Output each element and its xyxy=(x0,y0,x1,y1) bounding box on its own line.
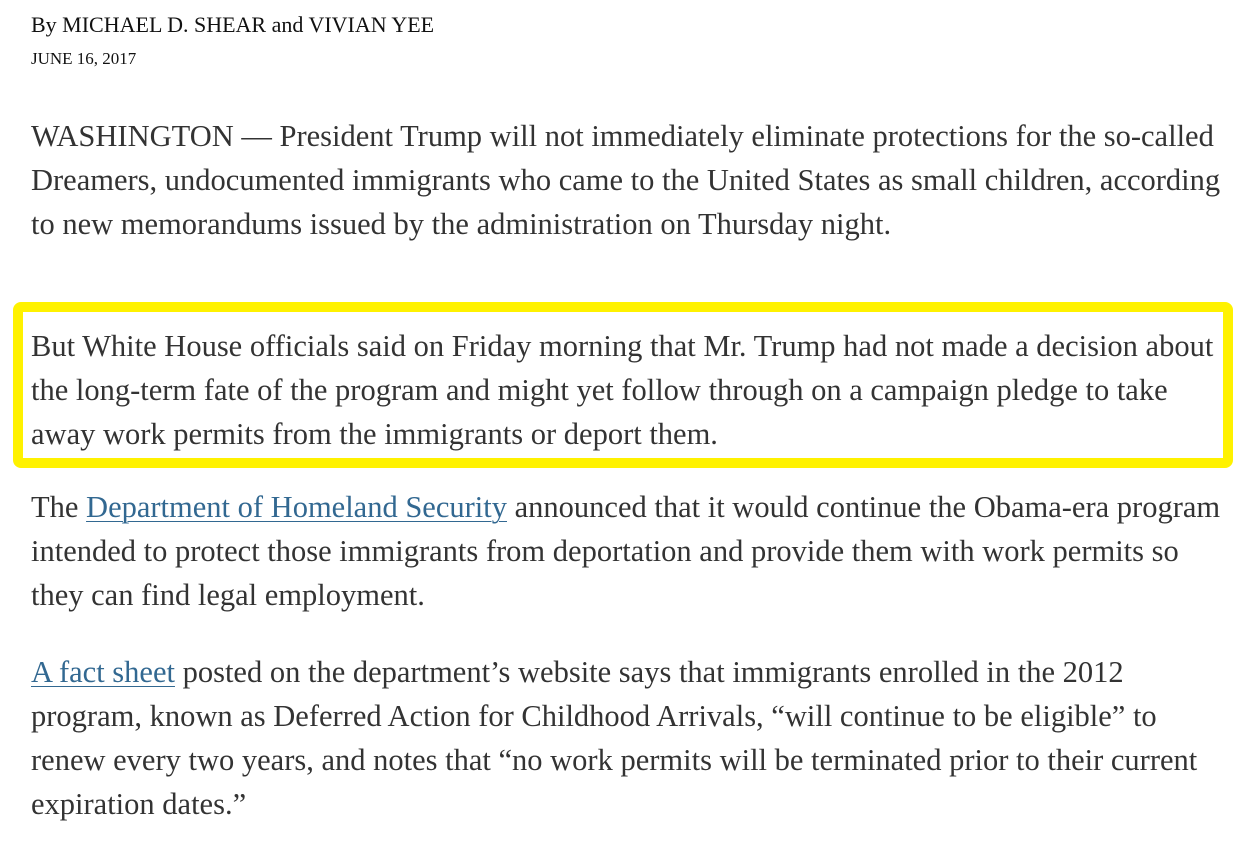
paragraph-3-lead: The xyxy=(31,490,87,524)
paragraph-4-rest: posted on the department’s website says that immigrants enrolled in the 2012 program, known as Deferred Action for Childhood Arrivals, “will continue to be eligible” to renew every two years, and notes that “no work permits will be terminated prior to their current expiration dates.” xyxy=(31,655,1198,821)
paragraph-3 xyxy=(31,485,1221,617)
fact-sheet-link[interactable]: A fact sheet xyxy=(31,655,175,689)
paragraph-1: WASHINGTON — President Trump will not immediately eliminate protections for the so-called Dreamers, undocumented immigrants who came to the United States as small children, according to new memorandums issued by the administration on Thursday night. xyxy=(31,119,1221,241)
publish-date: JUNE 16, 2017 xyxy=(31,49,137,68)
dhs-link[interactable]: Department of Homeland Security xyxy=(86,490,507,524)
paragraph-4 xyxy=(31,650,1221,826)
byline: By MICHAEL D. SHEAR and VIVIAN YEE xyxy=(31,12,435,37)
paragraph-3-rest: announced that it would continue the Obama-era program intended to protect those immigrants from deportation and provide them with work permits so they can find legal employment. xyxy=(31,490,1221,612)
paragraph-2: But White House officials said on Friday morning that Mr. Trump had not made a decision about the long-term fate of the program and might yet follow through on a campaign pledge to take away work permits from the immigrants or deport them. xyxy=(31,329,1214,451)
highlighted-paragraph-box xyxy=(13,302,1233,468)
